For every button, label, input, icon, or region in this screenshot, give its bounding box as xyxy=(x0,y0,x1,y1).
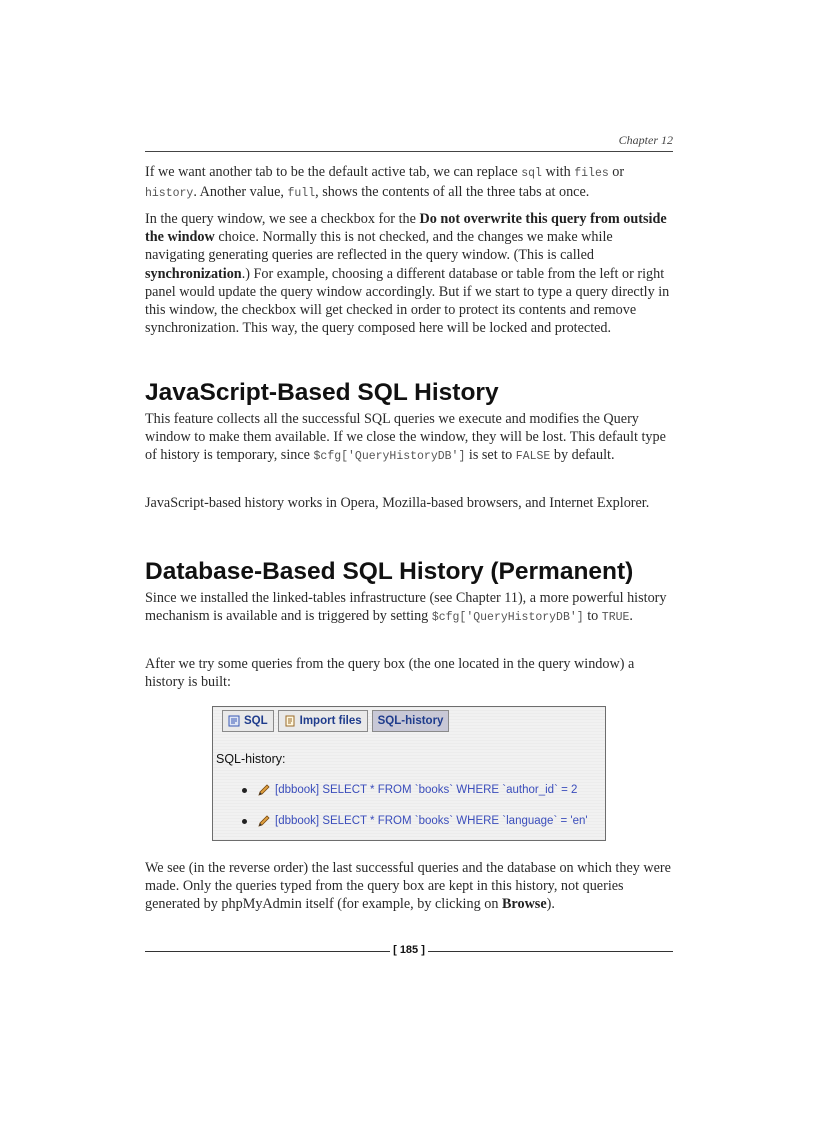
bold-option: Do not overwrite this query from outside the window xyxy=(145,211,667,246)
code-sql: sql xyxy=(521,167,542,180)
text: with xyxy=(541,164,575,180)
tab-sql[interactable] xyxy=(222,710,274,732)
code-full: full xyxy=(287,187,316,201)
pencil-icon[interactable] xyxy=(257,814,271,828)
history-query[interactable]: [dbbook] SELECT * FROM `books` WHERE `language` = 'en' xyxy=(275,815,588,827)
text: choice. Normally this is not checked, and the changes we make while navigating generating queries are reflected in the query window. (This is called xyxy=(145,229,613,264)
text: to xyxy=(583,608,602,625)
footer-rule-left xyxy=(145,951,390,952)
paragraph-reverse-order xyxy=(145,859,673,914)
tab-label: Import files xyxy=(299,715,362,727)
text: .) For example, choosing a different database or table from the left or right panel would update the query window accordingly. But if we start to type a query directly in this window, the checkbox will get checked in order to protect its contents and remove synchronization. This way, the query composed here will be locked and protected. xyxy=(145,265,670,337)
tab-sql-history[interactable] xyxy=(372,710,450,732)
text: is set to xyxy=(465,447,516,464)
footer-rule-right xyxy=(428,951,673,952)
tab-label: SQL-history xyxy=(377,715,444,727)
paragraph-default-tab xyxy=(145,163,673,203)
bold-browse: Browse xyxy=(501,896,547,913)
text: by default. xyxy=(550,447,615,464)
tab-import-files[interactable] xyxy=(278,710,368,732)
paragraph-checkbox xyxy=(145,210,673,337)
list-item[interactable] xyxy=(242,814,588,828)
text: We see (in the reverse order) the last successful queries and the database on which they were made. Only the queries typed from the query box are kept in this history, not queries generated by phpMyAdmin itself (for example, by clicking on xyxy=(145,860,671,913)
bullet-icon xyxy=(242,819,247,824)
tab-label: SQL xyxy=(244,715,268,727)
chapter-label: Chapter 12 xyxy=(618,133,673,147)
history-query[interactable]: [dbbook] SELECT * FROM `books` WHERE `author_id` = 2 xyxy=(275,784,578,796)
sql-icon xyxy=(228,715,240,727)
heading-database-history: Database-Based SQL History (Permanent) xyxy=(145,558,634,585)
text: This feature collects all the successful SQL queries we execute and modifies the Query window to make them available. If we close the window, they will be lost. This default type of history is temporary, since xyxy=(145,411,666,464)
sql-history-title: SQL-history: xyxy=(216,752,286,766)
text: If we want another tab to be the default active tab, we can replace xyxy=(145,164,522,180)
code-cfg: $cfg['QueryHistoryDB'] xyxy=(313,450,466,464)
page-number: [ 185 ] xyxy=(393,944,425,956)
list-item[interactable] xyxy=(242,783,577,797)
code-history: history xyxy=(145,187,194,201)
code-files: files xyxy=(574,167,609,180)
code-true: TRUE xyxy=(601,611,630,625)
bold-synchronization: synchronization xyxy=(145,265,242,282)
chapter-header xyxy=(145,133,673,152)
paragraph-js-history xyxy=(145,410,673,467)
text: ). xyxy=(546,896,555,913)
text: Since we installed the linked-tables infrastructure (see Chapter 11), a more powerful history mechanism is available and is triggered by setting xyxy=(145,590,667,625)
sql-history-screenshot xyxy=(212,706,606,841)
text: In the query window, we see a checkbox for the xyxy=(145,211,420,227)
text: , shows the contents of all the three tabs at once. xyxy=(315,184,590,201)
text: . xyxy=(629,608,633,625)
paragraph-history-built: After we try some queries from the query box (the one located in the query window) a history is built: xyxy=(145,656,635,691)
bullet-icon xyxy=(242,788,247,793)
code-false: FALSE xyxy=(515,450,551,464)
code-cfg: $cfg['QueryHistoryDB'] xyxy=(431,611,584,625)
paragraph-browsers: JavaScript-based history works in Opera, Mozilla-based browsers, and Internet Explorer. xyxy=(145,495,650,511)
heading-javascript-history: JavaScript-Based SQL History xyxy=(145,379,499,406)
text: or xyxy=(608,164,625,180)
paragraph-db-history xyxy=(145,589,673,627)
import-icon xyxy=(284,715,296,727)
text: . Another value, xyxy=(193,184,288,201)
tab-bar xyxy=(222,710,449,732)
pencil-icon[interactable] xyxy=(257,783,271,797)
